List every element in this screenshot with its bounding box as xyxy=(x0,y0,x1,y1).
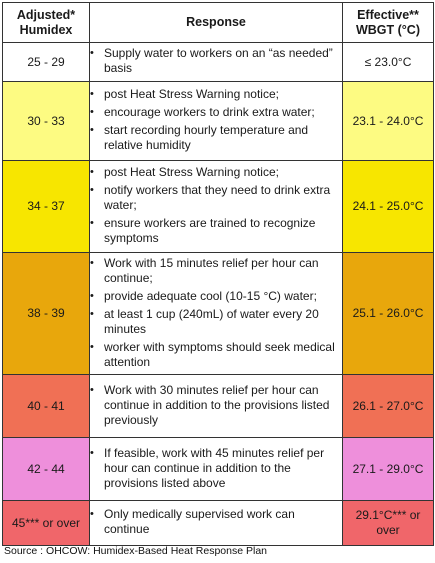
wbgt-cell: 25.1 - 26.0°C xyxy=(343,253,434,375)
humidex-cell: 30 - 33 xyxy=(3,82,90,161)
response-list xyxy=(90,165,342,246)
response-item: • at least 1 cup (240mL) of water every 20 minutes xyxy=(90,307,342,337)
response-item: • start recording hourly temperature and relative humidity xyxy=(90,123,342,153)
humidex-cell: 25 - 29 xyxy=(3,43,90,82)
table-row xyxy=(3,438,434,501)
response-item: • Work with 30 minutes relief per hour can continue in addition to the provisions listed previously xyxy=(90,383,342,428)
response-item: • Supply water to workers on an “as needed” basis xyxy=(90,46,342,76)
wbgt-cell: 27.1 - 29.0°C xyxy=(343,438,434,501)
wbgt-cell: 23.1 - 24.0°C xyxy=(343,82,434,161)
response-item: • worker with symptoms should seek medical attention xyxy=(90,340,342,370)
humidex-cell: 40 - 41 xyxy=(3,375,90,438)
response-item: • post Heat Stress Warning notice; xyxy=(90,87,342,102)
response-cell xyxy=(90,438,343,501)
response-cell xyxy=(90,82,343,161)
response-list xyxy=(90,256,342,370)
response-item: • Only medically supervised work can continue xyxy=(90,507,342,537)
humidex-cell: 34 - 37 xyxy=(3,161,90,253)
response-item: • If feasible, work with 45 minutes relief per hour can continue in addition to the provisions listed above xyxy=(90,446,342,491)
humidex-cell: 38 - 39 xyxy=(3,253,90,375)
response-item: • notify workers that they need to drink extra water; xyxy=(90,183,342,213)
humidex-cell: 42 - 44 xyxy=(3,438,90,501)
wbgt-cell: 26.1 - 27.0°C xyxy=(343,375,434,438)
table-row xyxy=(3,161,434,253)
response-item: • provide adequate cool (10-15 °C) water; xyxy=(90,289,342,304)
response-item: • ensure workers are trained to recognize symptoms xyxy=(90,216,342,246)
response-cell xyxy=(90,43,343,82)
header-humidex: Adjusted* Humidex xyxy=(3,3,90,43)
response-list xyxy=(90,383,342,428)
table-row xyxy=(3,43,434,82)
header-wbgt: Effective** WBGT (°C) xyxy=(343,3,434,43)
wbgt-cell: 29.1°C*** or over xyxy=(343,501,434,546)
response-list xyxy=(90,87,342,153)
table-row xyxy=(3,253,434,375)
response-list xyxy=(90,446,342,491)
source-note: Source : OHCOW: Humidex-Based Heat Response Plan xyxy=(4,545,268,557)
wbgt-cell: 24.1 - 25.0°C xyxy=(343,161,434,253)
response-cell xyxy=(90,161,343,253)
table-row xyxy=(3,82,434,161)
response-item: • post Heat Stress Warning notice; xyxy=(90,165,342,180)
response-item: • encourage workers to drink extra water; xyxy=(90,105,342,120)
header-row xyxy=(3,3,434,43)
header-response: Response xyxy=(90,3,343,43)
humidex-cell: 45*** or over xyxy=(3,501,90,546)
response-item: • Work with 15 minutes relief per hour can continue; xyxy=(90,256,342,286)
wbgt-cell: ≤ 23.0°C xyxy=(343,43,434,82)
response-cell xyxy=(90,253,343,375)
response-list xyxy=(90,507,342,537)
heat-response-table xyxy=(2,2,434,546)
table-body xyxy=(3,43,434,546)
response-cell xyxy=(90,501,343,546)
response-list xyxy=(90,46,342,76)
response-cell xyxy=(90,375,343,438)
table-row xyxy=(3,375,434,438)
table-row xyxy=(3,501,434,546)
